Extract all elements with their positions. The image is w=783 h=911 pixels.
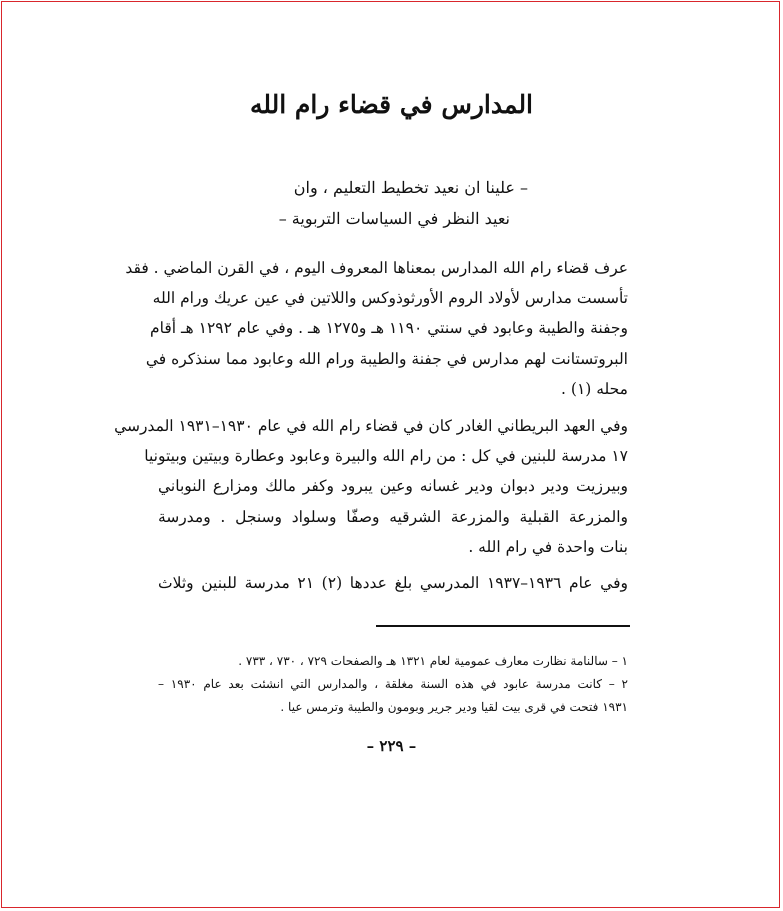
quote-line: نعيد النظر في السياسات التربوية – [278,209,510,228]
footnote-line: ١ – سالنامة نظارت معارف عمومية لعام ١٣٢١ هـ والصفحات ٧٢٩ ، ٧٣٠ ، ٧٣٣ . [238,654,628,668]
text-line: والمزرعة القبلية والمزرعة الشرقيه وصفّا وسلواد وسنجل . ومدرسة [158,507,628,526]
paragraph-1 [125,253,628,404]
text-line: عرف قضاء رام الله المدارس بمعناها المعروف اليوم ، في القرن الماضي . فقد [125,259,628,277]
paragraph-2 [114,411,628,562]
paragraph-3 [158,568,628,598]
text-line: وجفنة والطيبة وعابود في سنتي ١١٩٠ هـ و١٢٧٥ هـ . وفي عام ١٢٩٢ هـ أقام [150,319,628,338]
footnote-line: ١٩٣١ فتحت في قرى بيت لقيا ودير جرير وبومون والطيبة وترمس عيا . [280,700,628,714]
footnote-line: ٢ – كانت مدرسة عابود في هذه السنة مغلقة ، والمدارس التي انشئت بعد عام ١٩٣٠ – [158,677,628,691]
footnote-separator [376,625,630,627]
page-number: – ٢٢٩ – [366,737,417,755]
text-line: وفي عام ١٩٣٦–١٩٣٧ المدرسي بلغ عددها (٢) ٢١ مدرسة للبنين وثلاث [158,574,628,592]
text-line: وفي العهد البريطاني الغادر كان في قضاء رام الله في عام ١٩٣٠–١٩٣١ المدرسي [114,417,628,435]
text-line: البروتستانت لهم مدارس في جفنة والطيبة ورام الله وعابود مما سنذكره في [145,349,628,368]
epigraph-quote [168,172,528,234]
page-title: المدارس في قضاء رام الله [249,90,534,119]
footnotes [158,650,628,719]
quote-line: – علينا ان نعيد تخطيط التعليم ، وان [293,178,528,197]
text-line: محله (١) . [561,379,628,398]
text-line: ١٧ مدرسة للبنين في كل : من رام الله والبيرة وعابود وعطارة وبيتين وبيتونيا [144,447,628,466]
text-line: بنات واحدة في رام الله . [468,537,628,556]
text-line: تأسست مدارس لأولاد الروم الأورثوذوكس واللاتين في عين عريك ورام الله [152,289,628,308]
text-line: وبيرزيت ودير دبوان ودير غسانه وعين يبرود وكفر مالك ومزارع النوباني [158,477,628,496]
